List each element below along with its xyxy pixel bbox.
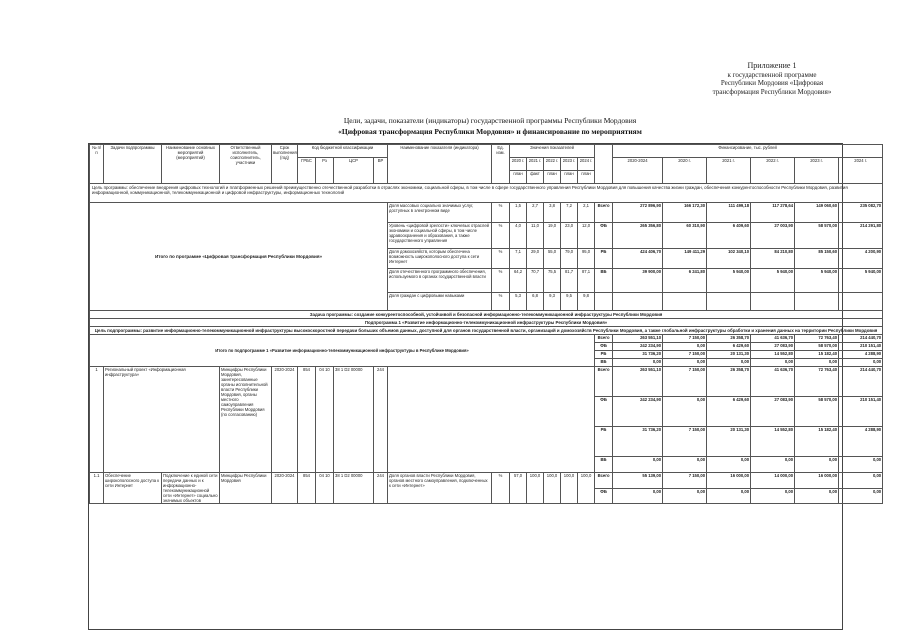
indicator-name: Доля отечественного программного обеспечения, используемого в органах государственной власти: [388, 269, 492, 293]
funding-value: 72 763,40: [795, 335, 839, 343]
funding-value: 5 940,00: [751, 269, 795, 293]
event-vr: 244: [374, 473, 388, 504]
funding-value: 27 003,90: [751, 223, 795, 249]
funding-value: 7 150,00: [663, 351, 707, 359]
funding-value: 39 900,00: [613, 269, 663, 293]
indicator-value: 4,0: [510, 223, 527, 249]
funding-source: Всего: [595, 335, 613, 343]
funding-value: 117 278,64: [751, 203, 795, 223]
funding-value: 111 499,18: [707, 203, 751, 223]
funding-source: Всего: [595, 203, 613, 223]
funding-value: 84 210,80: [751, 249, 795, 269]
indicator-value: 79,0: [561, 249, 578, 269]
funding-value: 0,00: [707, 457, 751, 473]
annex-block: [672, 62, 872, 96]
indicator-name: Доля граждан с цифровыми навыками: [388, 293, 492, 311]
funding-value: 20 131,30: [707, 427, 751, 457]
event-name: Подключение к единой сети передачи данных и к информационно-телекоммуникационной сети «Интернет» социально значимых объектов: [163, 473, 218, 503]
header-plan: план: [510, 171, 527, 184]
header-grbs: ГРБС: [298, 158, 316, 184]
indicator-value: 3,8: [544, 203, 561, 223]
header-fund-col: 2023 г.: [795, 158, 839, 184]
indicator-value: 55,0: [544, 249, 561, 269]
indicator-value: 29,0: [527, 249, 544, 269]
funding-value: 0,00: [795, 457, 839, 473]
event-executor: Минцифры Республики Мордовия: [220, 473, 272, 504]
funding-value: 26 358,70: [707, 335, 751, 343]
funding-value: 242 234,90: [613, 397, 663, 427]
indicator-value: 7,1: [510, 249, 527, 269]
indicator-value: 95,0: [578, 249, 595, 269]
funding-value: 0,00: [613, 488, 663, 504]
funding-value: 0,00: [707, 359, 751, 367]
header-values: Значения показателей: [510, 145, 595, 158]
funding-value: 263 551,10: [613, 335, 663, 343]
event-number: 1.1: [90, 473, 104, 504]
funding-value: 263 551,10: [613, 367, 663, 397]
subprogram-funding-row: [90, 335, 883, 343]
header-indicator: Наименование показателя (индикатора): [388, 145, 492, 184]
funding-value: 0,00: [751, 359, 795, 367]
indicator-value: 9,5: [561, 293, 578, 311]
subprogram-total-label: Итого по подпрограмме 1 «Развитие информационно-телекоммуникационной инфраструктуры в Республике Мордовия»: [90, 335, 595, 367]
header-rz: Рз: [316, 158, 334, 184]
funding-source: РБ: [595, 351, 613, 359]
indicator-name: Доля домохозяйств, которым обеспечена возможность широкополосного доступа к сети Интернет: [388, 249, 492, 269]
indicator-value: 19,0: [544, 223, 561, 249]
funding-value: 0,00: [613, 457, 663, 473]
funding-value: 7 150,00: [663, 367, 707, 397]
header-year: 2020 г.: [510, 158, 527, 171]
title-line-1: Цели, задачи, показатели (индикаторы) государственной программы Республики Мордовия: [343, 116, 637, 125]
funding-source: ВБ: [595, 269, 613, 293]
funding-value: 214 291,80: [839, 223, 883, 249]
indicator-unit: %: [492, 203, 510, 223]
funding-source: ФБ: [595, 397, 613, 427]
funding-source: ВБ: [595, 359, 613, 367]
funding-value: 58 570,00: [795, 397, 839, 427]
funding-value: 0,00: [839, 457, 883, 473]
funding-value: 6 429,60: [707, 343, 751, 351]
funding-value: 15 182,40: [795, 427, 839, 457]
funding-value: 242 234,90: [613, 343, 663, 351]
header-no: № п/п: [90, 145, 104, 184]
funding-value: 6 241,80: [663, 269, 707, 293]
program-task: Задача программы: создание конкурентоспособной, устойчивой и безопасной информационно-телекоммуникационной инфраструктуры Республики Мордовия: [90, 311, 883, 319]
subprogram-goal: Цель подпрограммы: развитие информационно-телекоммуникационной инфраструктуры высокоскоростной передачи больших объемов данных, доступной для органов государственной власти, организаций и домохозяйств Республики Мордовия, а также глобальной инфраструктуры обработки и хранения данных на территории Республики Мордовия: [90, 327, 883, 335]
funding-value: 214 440,70: [839, 335, 883, 343]
funding-value: 5 940,00: [795, 269, 839, 293]
funding-value: 27 083,90: [751, 397, 795, 427]
annex-number: Приложение 1: [747, 61, 797, 70]
program-table: [89, 144, 883, 504]
funding-value: 20 131,30: [707, 351, 751, 359]
funding-value: 5 940,00: [707, 269, 751, 293]
project-vr: 244: [374, 367, 388, 473]
header-year: 2022 г.: [544, 158, 561, 171]
indicator-name: Доля массовых социально значимых услуг, доступных в электронном виде: [388, 203, 492, 223]
funding-value: 6 429,60: [707, 397, 751, 427]
funding-value: 235 082,70: [839, 203, 883, 223]
project-name: Региональный проект «Информационная инфраструктура»: [104, 367, 220, 473]
funding-value: 7 150,00: [663, 335, 707, 343]
funding-value: 0,00: [839, 473, 883, 489]
funding-value: 31 736,20: [613, 351, 663, 359]
funding-value: 85 150,60: [795, 249, 839, 269]
funding-value: 0,00: [613, 359, 663, 367]
header-task: Задачи подпрограммы: [104, 145, 162, 184]
indicator-value: 1,5: [510, 203, 527, 223]
event-value: 57,0: [510, 473, 527, 504]
funding-value: 4 200,90: [839, 249, 883, 269]
header-executor: Ответственный исполнитель, соисполнитель, участники: [220, 145, 272, 184]
funding-source: ФБ: [595, 488, 613, 504]
indicator-value: 70,7: [527, 269, 544, 293]
funding-value: 0,00: [795, 359, 839, 367]
funding-value: 0,00: [707, 488, 751, 504]
funding-value: 55 139,00: [613, 473, 663, 489]
indicator-unit: %: [492, 249, 510, 269]
funding-value: 0,00: [839, 359, 883, 367]
subprogram-title: Подпрограмма 1 «Развитие информационно-телекоммуникационной инфраструктуры Республики Мордовия»: [90, 319, 883, 327]
indicator-value: 87,1: [578, 269, 595, 293]
funding-value: 0,00: [663, 343, 707, 351]
subprogram-goal-row: [90, 327, 883, 335]
funding-value: 210 151,40: [839, 343, 883, 351]
event-csr: 38 1 D2 00000: [334, 473, 374, 504]
header-year: 2024 г.: [578, 158, 595, 171]
funding-source: ФБ: [595, 223, 613, 249]
header-fund-col: 2020 г.: [663, 158, 707, 184]
project-number: 1: [90, 367, 104, 473]
funding-value: 0,00: [663, 457, 707, 473]
program-goal: Цель программы: обеспечение внедрения цифровых технологий и платформенных решений преимущественно отечественной разработки в отраслях экономики, социальной сферы, в том числе в сфере государственного управления Республики Мордовия для повышения качества жизни граждан, обеспечения конкурентоспособности Республики Мордовия, развития информационной, коммуникационной, телекоммуникационной и цифровой инфраструктуры, информационных технологий: [90, 184, 883, 203]
funding-source: ВБ: [595, 457, 613, 473]
funding-value: 7 150,00: [663, 427, 707, 457]
funding-value: 0,00: [663, 397, 707, 427]
funding-source: РБ: [595, 427, 613, 457]
indicator-value: 6,8: [527, 293, 544, 311]
event-grbs: 854: [298, 473, 316, 504]
funding-value: 149 411,29: [663, 249, 707, 269]
funding-value: 6 409,60: [707, 223, 751, 249]
header-funding: Финансирование, тыс. рублей: [613, 145, 883, 158]
funding-value: 58 570,00: [795, 223, 839, 249]
event-rz: 04 10: [316, 473, 334, 504]
funding-value: 166 172,30: [663, 203, 707, 223]
funding-value: 5 940,00: [839, 269, 883, 293]
funding-value: 14 000,00: [751, 473, 795, 489]
funding-value: 102 340,10: [707, 249, 751, 269]
funding-value: 72 763,40: [795, 367, 839, 397]
header-events: Наименование основных мероприятий (мероприятий): [162, 145, 220, 184]
program-total-label: Итого по программе «Цифровая трансформация Республики Мордовия»: [90, 203, 388, 311]
event-unit: %: [492, 473, 510, 504]
funding-value: 0,00: [751, 457, 795, 473]
funding-source: РБ: [595, 249, 613, 269]
funding-value: 149 060,60: [795, 203, 839, 223]
event-task: Обеспечение широкополосного доступа к сети Интернет: [104, 473, 162, 504]
annex-line: к государственной программе: [727, 70, 817, 79]
event-row: [90, 473, 883, 489]
header-plan: план: [544, 171, 561, 184]
program-table-frame: [88, 143, 882, 630]
subprogram-row: [90, 319, 883, 327]
header-budget-code: Код бюджетной классификации: [298, 145, 388, 158]
event-value: 100,0: [527, 473, 544, 504]
funding-value: 0,00: [751, 488, 795, 504]
funding-source: Всего: [595, 367, 613, 397]
header-row-1: [90, 145, 883, 158]
indicator-value: 7,2: [561, 203, 578, 223]
funding-value: 4 288,90: [839, 351, 883, 359]
event-term: 2020-2024: [272, 473, 298, 504]
indicator-unit: %: [492, 293, 510, 311]
header-csr: ЦСР: [334, 158, 374, 184]
funding-value: 265 356,80: [613, 223, 663, 249]
indicator-name: Уровень «цифровой зрелости» ключевых отраслей экономики и социальной сферы, в том числе здравоохранения и образования, а также государственного управления: [388, 223, 492, 249]
program-goal-row: [90, 184, 883, 203]
funding-value: 31 736,20: [613, 427, 663, 457]
project-term: 2020-2024: [272, 367, 298, 473]
funding-value: 58 570,00: [795, 343, 839, 351]
indicator-value: 23,0: [561, 223, 578, 249]
funding-value: 14 552,80: [751, 427, 795, 457]
event-value: 100,0: [544, 473, 561, 504]
project-executor: Минцифры Республики Мордовия, заинтересованные органы исполнительной власти Республики Мордовия, органы местного самоуправления Республики Мордовия (по согласованию): [220, 367, 272, 473]
project-csr: 38 1 D2 00000: [334, 367, 374, 473]
indicator-value: 2,1: [578, 203, 595, 223]
funding-value: 210 151,40: [839, 397, 883, 427]
funding-value: 16 000,00: [707, 473, 751, 489]
funding-value: 41 636,70: [751, 335, 795, 343]
funding-value: 214 440,70: [839, 367, 883, 397]
indicator-value: 9,8: [578, 293, 595, 311]
header-year: 2023 г.: [561, 158, 578, 171]
annex-line: трансформация Республики Мордовия»: [712, 87, 832, 96]
event-value: 100,0: [561, 473, 578, 504]
header-fund-col: 2024 г.: [839, 158, 883, 184]
funding-value: 0,00: [663, 359, 707, 367]
event-indicator: Доля органов власти Республики Мордовия, органов местного самоуправления, подключенных к сети «Интернет»: [388, 473, 492, 504]
annex-line: Республики Мордовия «Цифровая: [720, 79, 824, 87]
header-fund-col: 2021 г.: [707, 158, 751, 184]
header-unit: Ед. изм.: [492, 145, 510, 184]
header-vr: ВР: [374, 158, 388, 184]
project-grbs: 854: [298, 367, 316, 473]
header-fact: факт: [527, 171, 544, 184]
funding-value: 14 552,80: [751, 351, 795, 359]
title-line-2: «Цифровая трансформация Республики Мордовия» и финансирование по мероприятиям: [338, 127, 642, 136]
header-fund-col: 2020-2024: [613, 158, 663, 184]
project-rz: 04 10: [316, 367, 334, 473]
indicator-value: 75,5: [544, 269, 561, 293]
funding-value: 0,00: [839, 488, 883, 504]
event-value: 100,0: [578, 473, 595, 504]
document-title: [230, 115, 750, 137]
indicator-value: 12,0: [578, 223, 595, 249]
indicator-value: 11,0: [527, 223, 544, 249]
indicator-value: 81,7: [561, 269, 578, 293]
funding-value: 26 358,70: [707, 367, 751, 397]
indicator-unit: %: [492, 223, 510, 249]
task-row: [90, 311, 883, 319]
indicator-value: 5,3: [510, 293, 527, 311]
indicator-unit: %: [492, 269, 510, 293]
funding-value: 15 182,40: [795, 351, 839, 359]
funding-value: 41 636,70: [751, 367, 795, 397]
funding-value: 7 150,00: [663, 473, 707, 489]
header-plan: план: [561, 171, 578, 184]
funding-value: 60 310,90: [663, 223, 707, 249]
indicator-value: 9,3: [544, 293, 561, 311]
funding-value: 0,00: [663, 488, 707, 504]
funding-source: Всего: [595, 473, 613, 489]
indicator-value: 2,7: [527, 203, 544, 223]
program-indicator-row: [90, 203, 883, 223]
header-year: 2021 г.: [527, 158, 544, 171]
funding-value: 0,00: [795, 488, 839, 504]
header-term: Срок выполнения (год): [272, 145, 298, 184]
funding-value: 4 288,90: [839, 427, 883, 457]
indicator-value: 64,2: [510, 269, 527, 293]
header-plan: план: [578, 171, 595, 184]
funding-value: 272 896,90: [613, 203, 663, 223]
funding-value: 16 000,00: [795, 473, 839, 489]
project-row: [90, 367, 883, 397]
funding-value: 27 083,90: [751, 343, 795, 351]
funding-value: 424 406,70: [613, 249, 663, 269]
header-fund-col: 2022 г.: [751, 158, 795, 184]
funding-source: ФБ: [595, 343, 613, 351]
